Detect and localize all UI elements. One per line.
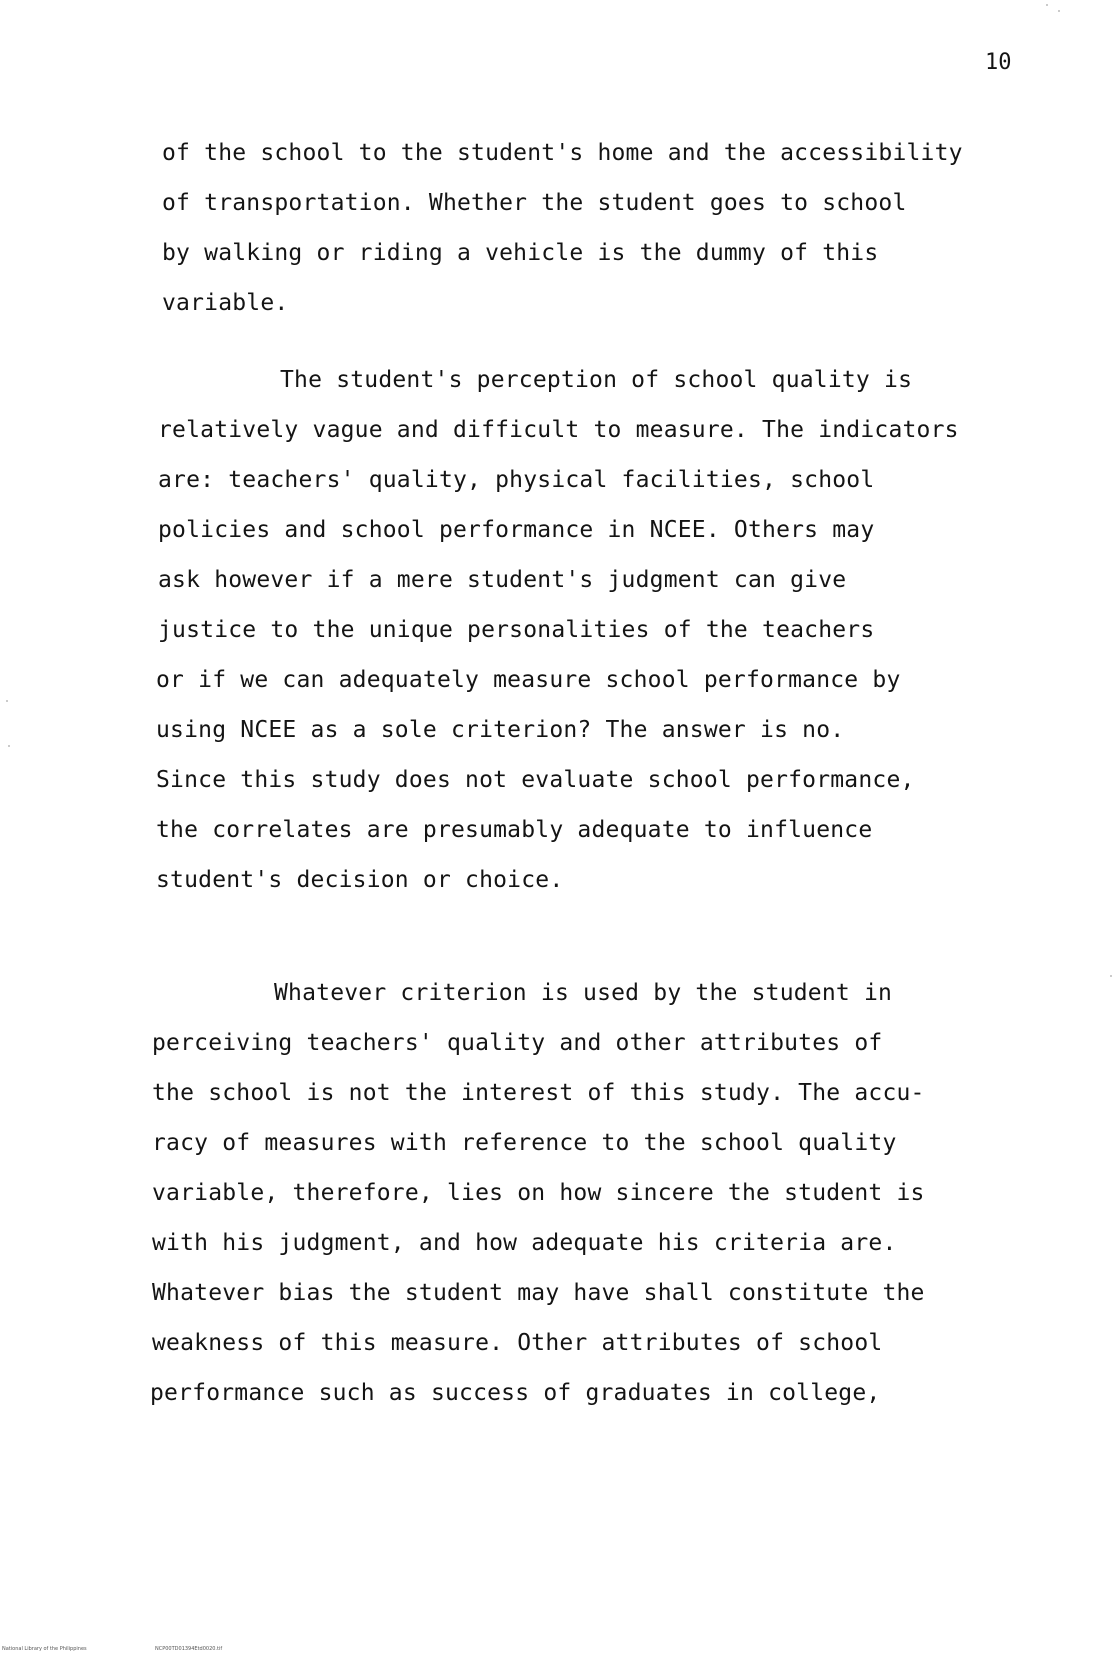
scan-speck [1058, 10, 1060, 12]
text-line: variable. [162, 290, 289, 316]
text-line: Whatever criterion is used by the student in [274, 980, 893, 1006]
text-line: the school is not the interest of this study. The accu- [152, 1080, 925, 1106]
text-line: policies and school performance in NCEE. Others may [158, 517, 875, 543]
text-line: student's decision or choice. [156, 867, 564, 893]
text-line: weakness of this measure. Other attributes of school [152, 1330, 883, 1356]
scan-speck [6, 700, 8, 702]
text-line: by walking or riding a vehicle is the dummy of this [162, 240, 879, 266]
text-line: using NCEE as a sole criterion? The answer is no. [156, 717, 845, 743]
text-line: are: teachers' quality, physical facilities, school [158, 467, 875, 493]
text-line: The student's perception of school quality is [280, 367, 913, 393]
text-line: performance such as success of graduates in college, [150, 1380, 881, 1406]
footer-library: National Library of the Philippines [2, 1646, 87, 1652]
text-line: Since this study does not evaluate school performance, [156, 767, 915, 793]
scan-speck [1110, 975, 1112, 977]
text-line: justice to the unique personalities of the teachers [158, 617, 875, 643]
text-line: relatively vague and difficult to measure. The indicators [158, 417, 959, 443]
text-line: Whatever bias the student may have shall constitute the [152, 1280, 925, 1306]
scan-speck [1046, 4, 1048, 6]
text-line: of transportation. Whether the student goes to school [162, 190, 907, 216]
text-line: of the school to the student's home and the accessibility [162, 140, 963, 166]
scan-speck [8, 745, 10, 747]
text-line: perceiving teachers' quality and other attributes of [152, 1030, 883, 1056]
text-line: the correlates are presumably adequate to influence [156, 817, 873, 843]
text-line: variable, therefore, lies on how sincere the student is [152, 1180, 925, 1206]
page-number: 10 [985, 50, 1012, 75]
text-line: ask however if a mere student's judgment can give [158, 567, 847, 593]
text-line: with his judgment, and how adequate his criteria are. [152, 1230, 897, 1256]
text-line: racy of measures with reference to the school quality [152, 1130, 897, 1156]
text-line: or if we can adequately measure school performance by [156, 667, 901, 693]
footer-filename: NCP00TD01394Etd0020.tif [155, 1646, 223, 1652]
